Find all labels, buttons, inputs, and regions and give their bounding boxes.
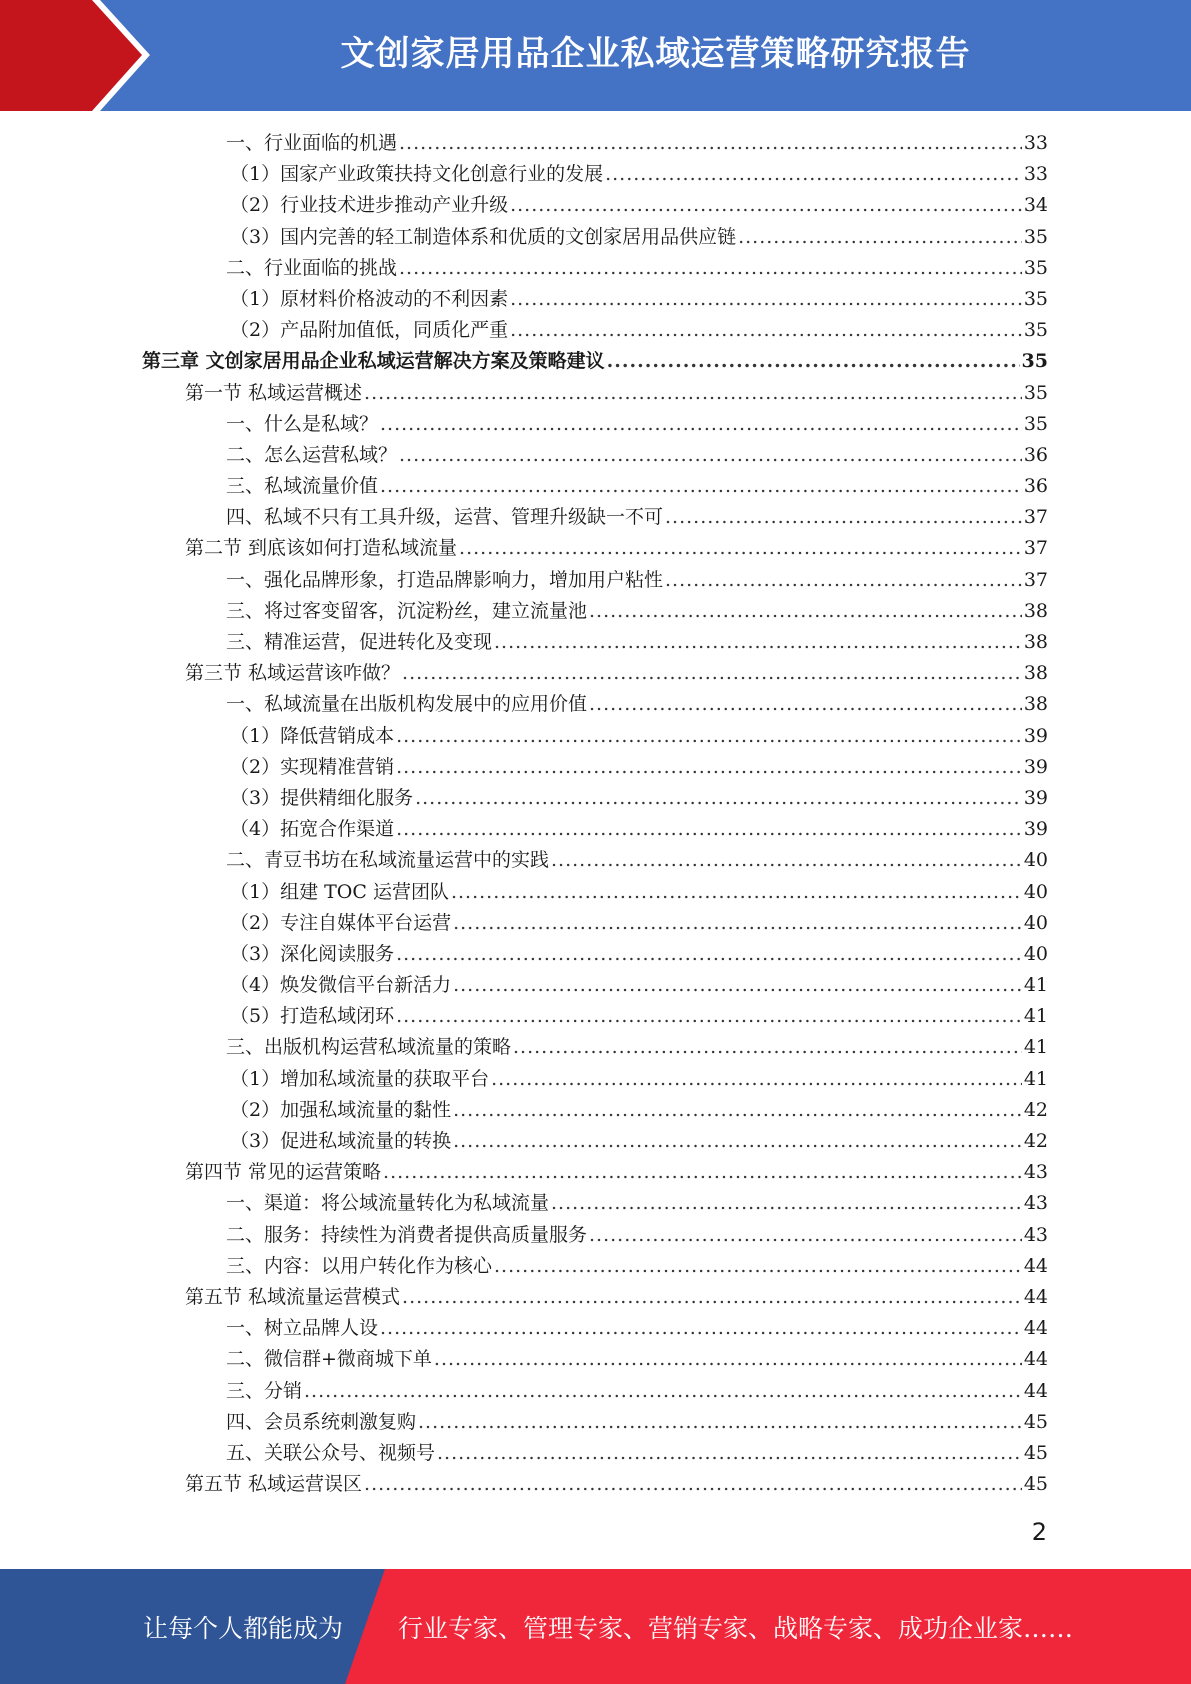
toc-leader-dots [607, 346, 1020, 377]
toc-entry[interactable] [142, 190, 1048, 221]
toc-entry-page: 38 [1023, 631, 1048, 653]
toc-leader-dots [453, 1095, 1022, 1126]
toc-entry-title: （4）拓宽合作渠道 [230, 818, 395, 841]
toc-entry-title: （1）组建 TOC 运营团队 [230, 880, 449, 903]
toc-entry-page: 35 [1023, 381, 1048, 404]
toc-entry-title: 第四节 常见的运营策略 [185, 1161, 382, 1184]
toc-entry-page: 36 [1023, 475, 1048, 498]
toc-entry-title: 四、私域不只有工具升级，运营、管理升级缺一不可 [226, 506, 664, 529]
toc-leader-dots [589, 596, 1022, 627]
toc-leader-dots [380, 471, 1022, 502]
toc-leader-dots [399, 253, 1022, 284]
toc-entry-page: 35 [1023, 319, 1048, 342]
toc-leader-dots [510, 190, 1022, 221]
toc-leader-dots [437, 1438, 1022, 1469]
toc-leader-dots [380, 1313, 1022, 1344]
toc-entry[interactable] [142, 1376, 1048, 1407]
toc-entry-page: 41 [1023, 1036, 1048, 1059]
toc-entry[interactable] [142, 1126, 1048, 1157]
toc-leader-dots [399, 128, 1022, 159]
toc-entry-title: 三、将过客变留客，沉淀粉丝，建立流量池 [226, 599, 588, 622]
toc-leader-dots [453, 970, 1022, 1001]
toc-entry[interactable] [142, 1032, 1048, 1063]
toc-entry-title: 三、内容：以用户转化作为核心 [226, 1254, 493, 1277]
toc-entry-title: （1）国家产业政策扶持文化创意行业的发展 [230, 163, 604, 186]
toc-leader-dots [383, 1157, 1022, 1188]
toc-entry-title: （3）提供精细化服务 [230, 786, 414, 809]
toc-entry[interactable] [142, 502, 1048, 533]
toc-entry-title: 二、微信群+微商城下单 [226, 1348, 432, 1371]
toc-entry-title: （1）增加私域流量的获取平台 [230, 1067, 490, 1090]
toc-entry-page: 44 [1023, 1317, 1048, 1340]
toc-entry[interactable] [142, 721, 1048, 752]
toc-entry-title: （1）降低营销成本 [230, 724, 395, 747]
toc-entry-title: 第二节 到底该如何打造私域流量 [185, 537, 458, 560]
toc-leader-dots [415, 783, 1022, 814]
toc-entry-page: 41 [1023, 1067, 1048, 1090]
toc-leader-dots [380, 409, 1022, 440]
toc-entry-page: 38 [1023, 662, 1048, 685]
toc-entry-page: 40 [1023, 849, 1048, 872]
toc-entry-title: 三、精准运营，促进转化及变现 [226, 631, 493, 653]
toc-leader-dots [491, 1064, 1022, 1095]
toc-entry-title: 第三章 文创家居用品企业私域运营解决方案及策略建议 [142, 350, 605, 373]
toc-entry-title: 五、关联公众号、视频号 [226, 1441, 436, 1464]
toc-entry[interactable] [142, 783, 1048, 814]
toc-entry[interactable] [142, 877, 1048, 908]
toc-entry-page: 45 [1023, 1410, 1048, 1433]
toc-entry-title: （2）专注自媒体平台运营 [230, 911, 452, 934]
toc-entry-title: 第五节 私域运营误区 [185, 1473, 363, 1496]
toc-entry-page: 37 [1023, 568, 1048, 591]
toc-entry-title: 一、树立品牌人设 [226, 1317, 379, 1340]
toc-entry-page: 38 [1023, 693, 1048, 716]
table-of-contents [142, 128, 1048, 1500]
toc-entry-title: （3）国内完善的轻工制造体系和优质的文创家居用品供应链 [230, 225, 737, 248]
toc-entry[interactable] [142, 440, 1048, 471]
toc-entry-page: 41 [1023, 974, 1048, 997]
toc-leader-dots [453, 1126, 1022, 1157]
toc-entry[interactable] [142, 253, 1048, 284]
toc-entry-title: 一、行业面临的机遇 [226, 132, 398, 154]
toc-entry-page: 39 [1023, 755, 1048, 778]
toc-entry[interactable] [142, 471, 1048, 502]
toc-entry-page: 43 [1023, 1161, 1048, 1184]
toc-entry-page: 45 [1023, 1441, 1048, 1464]
toc-entry[interactable] [142, 533, 1048, 564]
toc-leader-dots [396, 939, 1022, 970]
toc-entry-title: （4）焕发微信平台新活力 [230, 974, 452, 997]
toc-entry-title: 第三节 私域运营该咋做？ [185, 662, 401, 685]
toc-entry[interactable] [142, 346, 1048, 377]
toc-entry[interactable] [142, 1438, 1048, 1469]
toc-leader-dots [396, 721, 1022, 752]
toc-entry-page: 44 [1023, 1254, 1048, 1277]
toc-leader-dots [510, 284, 1022, 315]
toc-entry-page: 35 [1023, 256, 1048, 279]
toc-entry-page: 44 [1023, 1379, 1048, 1402]
toc-leader-dots [399, 440, 1022, 471]
toc-leader-dots [304, 1376, 1022, 1407]
toc-leader-dots [589, 689, 1022, 720]
toc-entry-title: 第五节 私域流量运营模式 [185, 1285, 401, 1308]
toc-entry-page: 35 [1021, 350, 1048, 373]
toc-entry[interactable] [142, 939, 1048, 970]
toc-entry-page: 35 [1023, 412, 1048, 435]
toc-leader-dots [451, 877, 1022, 908]
toc-entry-title: 一、私域流量在出版机构发展中的应用价值 [226, 693, 588, 716]
toc-entry-page: 35 [1023, 287, 1048, 310]
toc-entry[interactable] [142, 845, 1048, 876]
toc-entry[interactable] [142, 1095, 1048, 1126]
report-header [0, 0, 1191, 111]
toc-entry-page: 43 [1023, 1223, 1048, 1246]
toc-entry[interactable] [142, 1344, 1048, 1375]
toc-entry-page: 40 [1023, 942, 1048, 965]
chevron-decoration-icon [0, 0, 150, 111]
toc-entry-title: 二、行业面临的挑战 [226, 256, 398, 279]
toc-entry-page: 44 [1023, 1348, 1048, 1371]
toc-entry[interactable] [142, 1001, 1048, 1032]
toc-entry-title: 二、怎么运营私域？ [226, 443, 398, 466]
toc-leader-dots [396, 752, 1022, 783]
toc-leader-dots [434, 1344, 1022, 1375]
toc-entry-page: 42 [1023, 1098, 1048, 1121]
footer-slogan-right: 行业专家、管理专家、营销专家、战略专家、成功企业家…… [398, 1614, 1074, 1643]
toc-entry[interactable] [142, 1469, 1048, 1500]
toc-entry-title: 第一节 私域运营概述 [185, 381, 363, 404]
toc-entry[interactable] [142, 814, 1048, 845]
toc-entry-page: 35 [1023, 225, 1048, 248]
toc-entry-title: 三、出版机构运营私域流量的策略 [226, 1036, 512, 1059]
toc-leader-dots [459, 533, 1022, 564]
toc-entry-page: 36 [1023, 443, 1048, 466]
report-footer [0, 1569, 1191, 1684]
toc-entry-page: 41 [1023, 1005, 1048, 1028]
toc-entry-page: 40 [1023, 880, 1048, 903]
toc-entry-title: 一、渠道：将公域流量转化为私域流量 [226, 1192, 550, 1215]
toc-entry-page: 33 [1023, 163, 1048, 186]
toc-entry-page: 39 [1023, 818, 1048, 841]
toc-entry[interactable] [142, 128, 1048, 159]
toc-entry[interactable] [142, 689, 1048, 720]
toc-leader-dots [364, 378, 1022, 409]
toc-entry-page: 45 [1023, 1473, 1048, 1496]
toc-entry-title: （2）实现精准营销 [230, 755, 395, 778]
toc-leader-dots [402, 1282, 1022, 1313]
toc-leader-dots [513, 1032, 1022, 1063]
toc-leader-dots [589, 1220, 1022, 1251]
toc-entry-title: （2）加强私域流量的黏性 [230, 1098, 452, 1121]
toc-entry-title: 二、青豆书坊在私域流量运营中的实践 [226, 849, 550, 872]
toc-entry[interactable] [142, 1282, 1048, 1313]
toc-entry[interactable] [142, 284, 1048, 315]
toc-entry-page: 39 [1023, 724, 1048, 747]
toc-entry[interactable] [142, 409, 1048, 440]
toc-leader-dots [551, 845, 1022, 876]
toc-entry[interactable] [142, 378, 1048, 409]
toc-entry-title: （1）原材料价格波动的不利因素 [230, 287, 509, 310]
toc-entry-title: （5）打造私域闭环 [230, 1005, 395, 1028]
toc-leader-dots [494, 627, 1022, 658]
toc-entry-page: 39 [1023, 786, 1048, 809]
toc-entry-title: 一、强化品牌形象，打造品牌影响力，增加用户粘性 [226, 568, 664, 591]
toc-entry[interactable] [142, 315, 1048, 346]
toc-entry-title: （3）深化阅读服务 [230, 942, 395, 965]
toc-leader-dots [418, 1407, 1022, 1438]
toc-entry[interactable] [142, 596, 1048, 627]
toc-entry[interactable] [142, 752, 1048, 783]
toc-entry[interactable] [142, 627, 1048, 658]
toc-entry-page: 44 [1023, 1285, 1048, 1308]
toc-entry[interactable] [142, 159, 1048, 190]
toc-entry-title: （2）行业技术进步推动产业升级 [230, 194, 509, 217]
toc-entry-title: 一、什么是私域？ [226, 412, 379, 435]
toc-entry-title: （3）促进私域流量的转换 [230, 1130, 452, 1152]
toc-entry[interactable] [142, 222, 1048, 253]
page-number: 2 [1031, 1518, 1047, 1546]
toc-entry-page: 37 [1023, 537, 1048, 560]
toc-leader-dots [453, 908, 1022, 939]
toc-entry-page: 42 [1023, 1130, 1048, 1152]
toc-entry-page: 34 [1023, 194, 1048, 217]
toc-entry[interactable] [142, 1220, 1048, 1251]
toc-entry-title: 三、私域流量价值 [226, 475, 379, 498]
toc-leader-dots [605, 159, 1022, 190]
toc-entry-title: （2）产品附加值低，同质化严重 [230, 319, 509, 342]
toc-entry-page: 37 [1023, 506, 1048, 529]
toc-entry[interactable] [142, 1251, 1048, 1282]
toc-leader-dots [494, 1251, 1022, 1282]
toc-leader-dots [665, 565, 1022, 596]
footer-slogan-left: 让每个人都能成为 [143, 1614, 344, 1643]
toc-leader-dots [396, 1001, 1022, 1032]
toc-entry-page: 43 [1023, 1192, 1048, 1215]
toc-entry[interactable] [142, 565, 1048, 596]
toc-entry[interactable] [142, 970, 1048, 1001]
toc-entry-page: 33 [1023, 132, 1048, 154]
toc-entry[interactable] [142, 908, 1048, 939]
toc-entry[interactable] [142, 1407, 1048, 1438]
toc-entry[interactable] [142, 1064, 1048, 1095]
toc-leader-dots [396, 814, 1022, 845]
toc-leader-dots [510, 315, 1022, 346]
toc-leader-dots [364, 1469, 1022, 1500]
toc-entry-title: 三、分销 [226, 1379, 303, 1402]
toc-entry[interactable] [142, 1157, 1048, 1188]
toc-entry[interactable] [142, 1188, 1048, 1219]
toc-entry-title: 四、会员系统刺激复购 [226, 1410, 417, 1433]
toc-entry-title: 二、服务：持续性为消费者提供高质量服务 [226, 1223, 588, 1246]
toc-entry[interactable] [142, 1313, 1048, 1344]
toc-leader-dots [738, 222, 1022, 253]
toc-leader-dots [665, 502, 1022, 533]
report-title: 文创家居用品企业私域运营策略研究报告 [340, 34, 971, 74]
toc-entry-page: 38 [1023, 599, 1048, 622]
toc-entry[interactable] [142, 658, 1048, 689]
toc-leader-dots [402, 658, 1022, 689]
toc-entry-page: 40 [1023, 911, 1048, 934]
toc-leader-dots [551, 1188, 1022, 1219]
